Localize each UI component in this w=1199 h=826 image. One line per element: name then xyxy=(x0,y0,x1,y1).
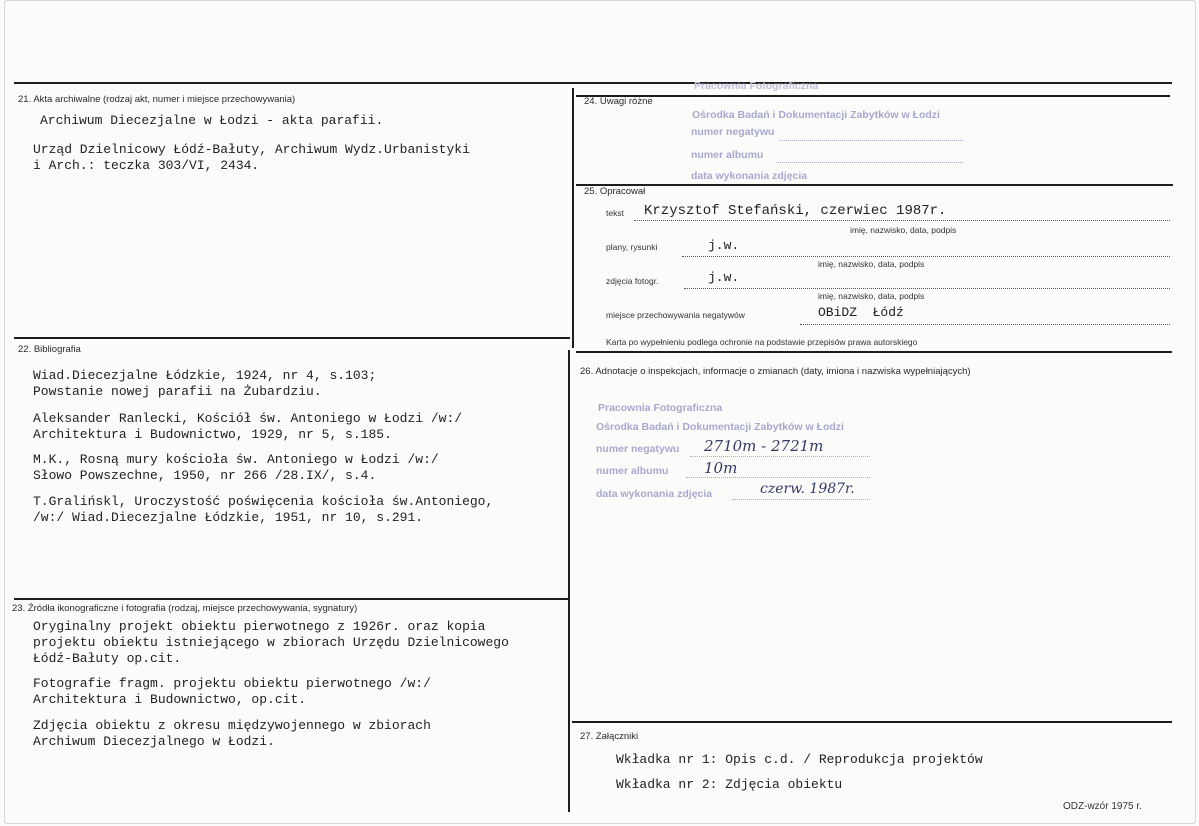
plany-value: j.w. xyxy=(708,238,740,253)
handwritten-photo-date: czerw. 1987r. xyxy=(760,481,855,497)
plany-dotted-line xyxy=(682,256,1170,257)
field-22-line: Słowo Powszechne, 1950, nr 266 /28.IX/, s.4. xyxy=(33,468,377,483)
stamp-line: numer albumu xyxy=(596,465,669,477)
signature-caption: imię, nazwisko, data, podpis xyxy=(818,259,925,269)
field-22-line: Powstanie nowej parafii na Żubardziu. xyxy=(33,384,322,399)
plany-label: plany, rysunki xyxy=(606,242,658,252)
stamp-line: Ośrodka Badań i Dokumentacji Zabytków w Łodzi xyxy=(596,421,844,433)
form-code: ODZ-wzór 1975 r. xyxy=(1063,801,1142,812)
tekst-label: tekst xyxy=(606,208,624,218)
handwritten-album-number: 10m xyxy=(704,459,738,477)
stamp-line: numer negatywu xyxy=(691,126,775,138)
stamp-dotted-line xyxy=(776,162,963,163)
stamp-line: numer albumu xyxy=(691,149,764,161)
field-23-line: Architektura i Budownictwo, op.cit. xyxy=(33,692,307,707)
stamp-line: data wykonania zdjęcia xyxy=(691,170,808,182)
field-23-line: Archiwum Diecezjalnego w Łodzi. xyxy=(33,734,275,749)
zdjecia-value: j.w. xyxy=(708,270,740,285)
tekst-value: Krzysztof Stefański, czerwiec 1987r. xyxy=(644,203,947,219)
field-21-line: Urząd Dzielnicowy Łódź-Bałuty, Archiwum Wydz.Urbanistyki xyxy=(33,142,470,157)
signature-caption: imię, nazwisko, data, podpis xyxy=(818,291,925,301)
center-divider-lower xyxy=(568,350,570,812)
stamp-dotted-line xyxy=(690,456,870,457)
field-22-line: T.Gralińskl, Uroczystość poświęcenia kościoła św.Antoniego, xyxy=(33,494,494,509)
field-25-label: 25. Opracował xyxy=(584,186,646,197)
handwritten-negative-number: 2710m - 2721m xyxy=(704,437,824,455)
field-23-label: 23. Źródła ikonograficzne i fotografia (rodzaj, miejsce przechowywania, sygnatury) xyxy=(12,603,358,614)
negatywy-dotted-line xyxy=(800,324,1170,325)
stamp-dotted-line xyxy=(732,499,870,500)
zdjecia-label: zdjęcia fotogr. xyxy=(606,276,659,286)
stamp-line: numer negatywu xyxy=(596,443,680,455)
field-23-line: Łódź-Bałuty op.cit. xyxy=(33,651,182,666)
rule-22 xyxy=(14,337,570,339)
field-23-line: projektu obiektu istniejącego w zbiorach Urzędu Dzielnicowego xyxy=(33,635,509,650)
stamp-dotted-line xyxy=(686,477,870,478)
negatywy-label: miejsce przechowywania negatywów xyxy=(606,310,745,320)
stamp-line: data wykonania zdjęcia xyxy=(596,488,713,500)
field-23-line: Fotografie fragm. projektu obiektu pierwotnego /w:/ xyxy=(33,676,431,691)
stamp-line: Ośrodka Badań i Dokumentacji Zabytków w Łodzi xyxy=(692,109,940,121)
field-22-line: M.K., Rosną mury kościoła św. Antoniego w Łodzi /w:/ xyxy=(33,452,439,467)
field-23-line: Oryginalny projekt obiektu pierwotnego z 1926r. oraz kopia xyxy=(33,619,486,634)
field-22-line: /w:/ Wiad.Diecezjalne Łódzkie, 1951, nr 10, s.291. xyxy=(33,510,424,525)
field-21-label: 21. Akta archiwalne (rodzaj akt, numer i miejsce przechowywania) xyxy=(18,94,296,105)
field-21-line: Archiwum Diecezjalne w Łodzi - akta parafii. xyxy=(40,113,384,128)
field-27-line: Wkładka nr 1: Opis c.d. / Reprodukcja projektów xyxy=(616,752,983,767)
rule-23 xyxy=(14,598,568,600)
center-divider-upper xyxy=(572,88,574,348)
rule-26 xyxy=(576,351,1172,353)
rule-24 xyxy=(576,95,1170,97)
field-23-line: Zdjęcia obiektu z okresu międzywojennego w zbiorach xyxy=(33,718,431,733)
field-22-label: 22. Bibliografia xyxy=(18,344,81,355)
field-24-label: 24. Uwagi różne xyxy=(584,96,653,107)
field-22-line: Architektura i Budownictwo, 1929, nr 5, s.185. xyxy=(33,427,392,442)
rule-25 xyxy=(576,184,1173,186)
field-22-line: Aleksander Ranlecki, Kościół św. Antoniego w Łodzi /w:/ xyxy=(33,411,463,426)
stamp-line: Pracownia Fotograficzna xyxy=(694,80,819,92)
copyright-note: Karta po wypełnieniu podlega ochronie na podstawie przepisów prawa autorskiego xyxy=(606,337,918,347)
zdjecia-dotted-line xyxy=(684,288,1170,289)
stamp-dotted-line xyxy=(780,140,963,141)
field-21-line: i Arch.: teczka 303/VI, 2434. xyxy=(33,158,260,173)
field-27-label: 27. Załączniki xyxy=(580,731,639,742)
rule-27 xyxy=(572,721,1172,723)
field-26-label: 26. Adnotacje o inspekcjach, informacje o zmianach (daty, imiona i nazwiska wypełniających) xyxy=(580,366,971,377)
tekst-dotted-line xyxy=(634,220,1170,221)
field-22-line: Wiad.Diecezjalne Łódzkie, 1924, nr 4, s.103; xyxy=(33,368,377,383)
field-27-line: Wkładka nr 2: Zdjęcia obiektu xyxy=(616,777,843,792)
signature-caption: imię, nazwisko, data, podpis xyxy=(850,225,957,235)
negatywy-value: OBiDZ Łódź xyxy=(818,305,904,320)
top-rule xyxy=(14,82,1172,84)
stamp-line: Pracownia Fotograficzna xyxy=(598,402,723,414)
